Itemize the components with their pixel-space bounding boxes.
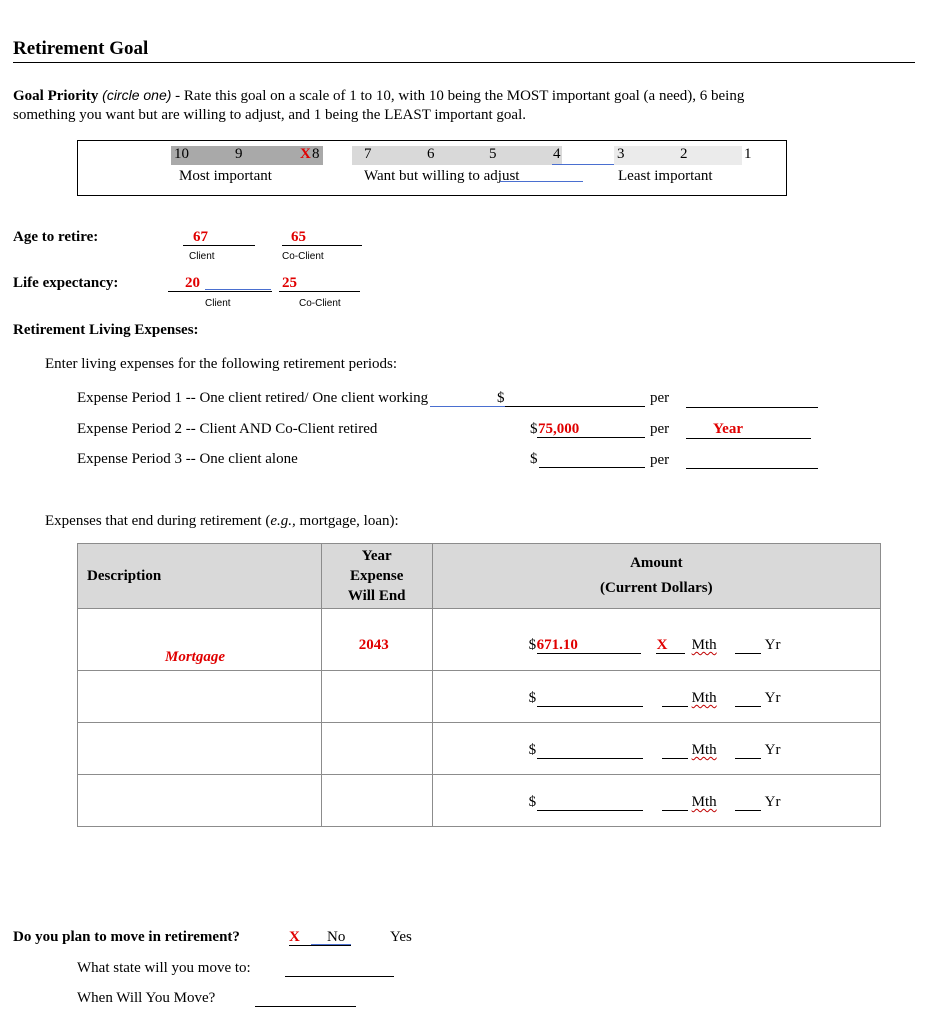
period-3-period-line (686, 468, 818, 469)
row-1-description: Mortgage (165, 649, 225, 665)
row-1-year-cell[interactable] (321, 609, 432, 671)
priority-label: Goal Priority (13, 88, 99, 104)
col-description: Description (78, 544, 322, 609)
scale-8[interactable]: 8 (312, 146, 320, 162)
age-coclient-value[interactable]: 65 (291, 229, 306, 245)
row-4-year-cell[interactable] (321, 775, 432, 827)
age-client-line (183, 245, 255, 246)
when-label: When Will You Move? (77, 990, 216, 1006)
life-client-line (168, 291, 272, 292)
priority-line-1 (13, 87, 744, 105)
life-coclient-line (279, 291, 360, 292)
move-no-line (289, 945, 351, 946)
state-label: What state will you move to: (77, 960, 251, 976)
col-amount: Amount (Current Dollars) (432, 544, 880, 609)
scale-9[interactable]: 9 (235, 146, 243, 162)
row-1-amount: 671.10 (536, 637, 578, 653)
row-3-mth[interactable]: Mth (691, 742, 717, 758)
priority-hint: (circle one) (102, 87, 172, 103)
life-coclient-value[interactable]: 25 (282, 275, 297, 291)
scale-selected-mark: X (300, 146, 311, 162)
row-3-year-cell[interactable] (321, 723, 432, 775)
move-question: Do you plan to move in retirement? (13, 929, 240, 945)
period-3-per: per (650, 452, 670, 468)
period-3-dollar: $ (530, 451, 538, 467)
life-label: Life expectancy: (13, 275, 119, 291)
period-3-label: Expense Period 3 -- One client alone (77, 451, 298, 467)
period-2-dollar: $ (530, 421, 538, 437)
life-client-value[interactable]: 20 (185, 275, 200, 291)
scale-1[interactable]: 1 (744, 146, 752, 162)
scale-5[interactable]: 5 (489, 146, 497, 162)
when-input-line[interactable] (255, 1006, 356, 1007)
row-1-mth[interactable]: Mth (691, 637, 717, 653)
row-4-dollar: $ (528, 794, 537, 810)
group-label-most: Most important (179, 168, 272, 184)
age-coclient-line (282, 245, 362, 246)
row-1-yr[interactable]: Yr (764, 637, 781, 653)
ending-intro: Expenses that end during retirement (e.g., mortgage, loan): (45, 513, 399, 529)
row-2-yr[interactable]: Yr (764, 690, 781, 706)
life-client-caption: Client (205, 298, 231, 309)
group-label-want: Want but willing to adjust (364, 168, 520, 184)
row-4-description-cell[interactable] (78, 775, 322, 827)
period-2-amount[interactable]: 75,000 (538, 421, 580, 437)
want-label-underline (500, 181, 583, 182)
period-2-per: per (650, 421, 670, 437)
row-3-description-cell[interactable] (78, 723, 322, 775)
scale-4[interactable]: 4 (553, 146, 561, 162)
row-2-mth[interactable]: Mth (691, 690, 717, 706)
age-coclient-caption: Co-Client (282, 251, 324, 262)
row-1-mth-mark: X (656, 637, 668, 653)
living-intro: Enter living expenses for the following retirement periods: (45, 356, 397, 372)
state-input-line[interactable] (285, 976, 394, 977)
age-client-value[interactable]: 67 (193, 229, 208, 245)
life-coclient-caption: Co-Client (299, 298, 341, 309)
row-2-description-cell[interactable] (78, 671, 322, 723)
table-header-row (78, 544, 881, 609)
scale-10[interactable]: 10 (174, 146, 189, 162)
table-row (78, 775, 881, 827)
priority-line-2: something you want but are willing to adjust, and 1 being the LEAST important goal. (13, 107, 526, 123)
period-1-per: per (650, 390, 670, 406)
period-2-period[interactable]: Year (713, 421, 743, 437)
table-row (78, 671, 881, 723)
row-1-year: 2043 (358, 637, 389, 653)
scale-3[interactable]: 3 (617, 146, 625, 162)
period-2-amount-line (537, 437, 645, 438)
scale-7[interactable]: 7 (364, 146, 372, 162)
row-3-dollar: $ (528, 742, 537, 758)
row-3-amount-cell[interactable] (432, 723, 880, 775)
col-year: Year Expense Will End (321, 544, 432, 609)
period-2-period-line (686, 438, 811, 439)
table-row (78, 609, 881, 671)
life-client-blue-line (205, 289, 271, 290)
group-label-least: Least important (618, 168, 713, 184)
period-3-amount-line (539, 467, 645, 468)
move-no-option[interactable]: No (327, 929, 346, 945)
row-2-amount-cell[interactable] (432, 671, 880, 723)
period-1-amount-line (505, 406, 645, 407)
row-1-amount-cell[interactable] (432, 609, 880, 671)
row-4-mth[interactable]: Mth (691, 794, 717, 810)
table-row (78, 723, 881, 775)
row-1-description-cell[interactable] (78, 609, 322, 671)
scale-6[interactable]: 6 (427, 146, 435, 162)
row-1-dollar: $ (528, 637, 537, 653)
move-mark: X (289, 929, 300, 945)
age-client-caption: Client (189, 251, 215, 262)
living-heading: Retirement Living Expenses: (13, 322, 199, 338)
row-2-dollar: $ (528, 690, 537, 706)
scale-4-underline (552, 164, 614, 165)
row-4-yr[interactable]: Yr (764, 794, 781, 810)
title-rule (13, 62, 915, 63)
period-2-label: Expense Period 2 -- Client AND Co-Client retired (77, 421, 378, 437)
row-2-year-cell[interactable] (321, 671, 432, 723)
period-1-period-line (686, 407, 818, 408)
age-label: Age to retire: (13, 229, 99, 245)
move-yes-option[interactable]: Yes (390, 929, 412, 945)
page-title: Retirement Goal (13, 38, 149, 59)
row-4-amount-cell[interactable] (432, 775, 880, 827)
scale-2[interactable]: 2 (680, 146, 688, 162)
priority-band-least (614, 146, 742, 165)
period-1-dollar: $ (497, 390, 505, 406)
row-3-yr[interactable]: Yr (764, 742, 781, 758)
ending-expenses-table (77, 543, 881, 827)
period-1-label: Expense Period 1 -- One client retired/ One client working (77, 390, 429, 406)
priority-band-want (352, 146, 562, 165)
priority-description-1: - Rate this goal on a scale of 1 to 10, with 10 being the MOST important goal (a need), 6 being (171, 88, 745, 104)
move-no-blue-line (311, 944, 351, 945)
